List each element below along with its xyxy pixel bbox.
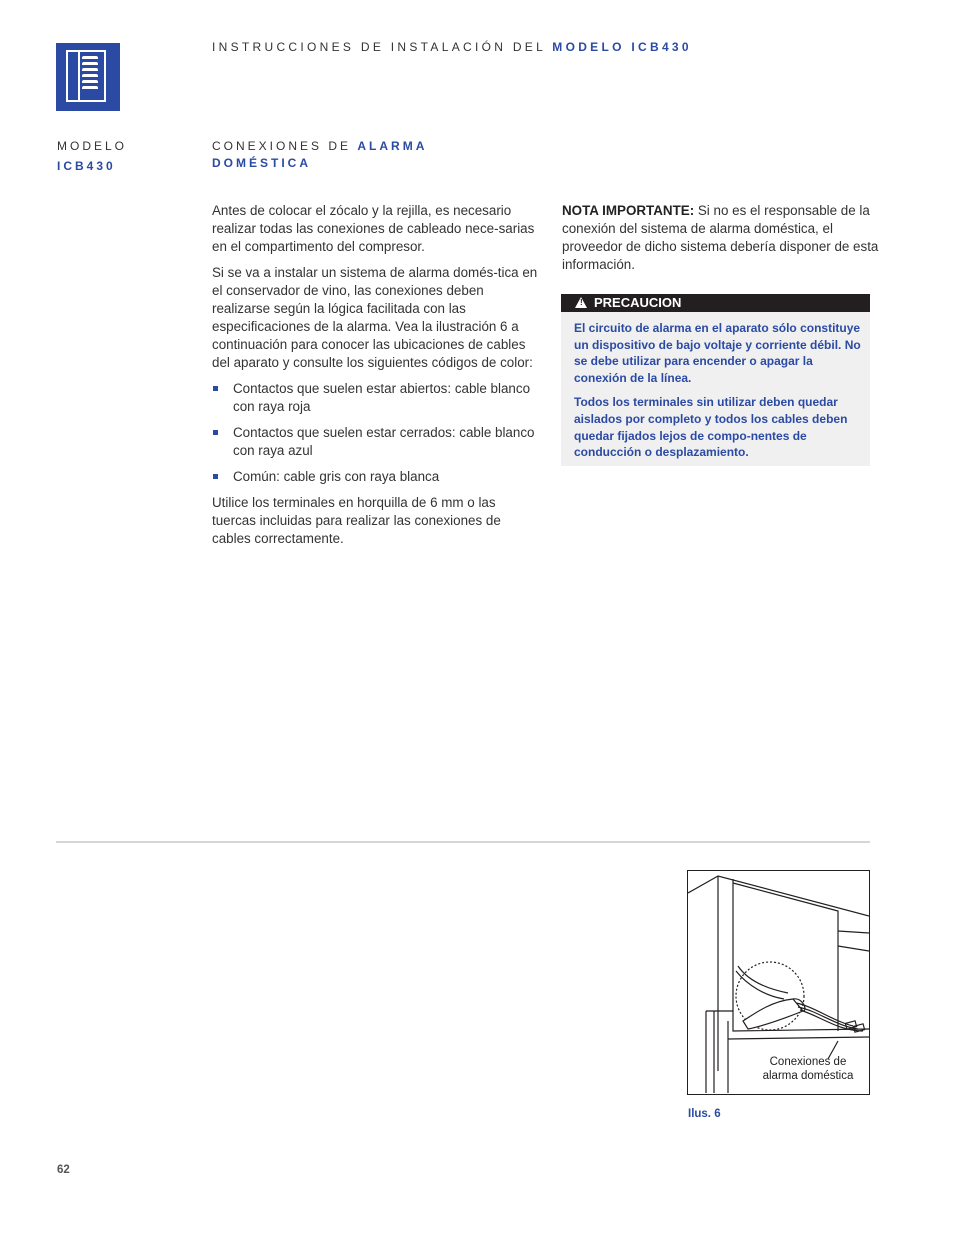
model-name: ICB430 bbox=[57, 159, 116, 173]
important-note bbox=[562, 202, 880, 274]
figure-label bbox=[748, 1056, 868, 1083]
illustration-6 bbox=[687, 870, 870, 1095]
note-text: Si no es el responsable de la conexión del sistema de alarma doméstica, el proveedor de dicho sistema debería disponer de esta información. bbox=[562, 203, 879, 272]
section-title-prefix: CONEXIONES DE bbox=[212, 139, 352, 153]
bullet-icon bbox=[213, 386, 218, 391]
list-item bbox=[212, 424, 538, 460]
section-title-strong-1: ALARMA bbox=[357, 139, 428, 153]
body-paragraph-2: Si se va a instalar un sistema de alarma domés-tica en el conservador de vino, las conexiones deben realizarse según la lógica facilitada con las especificaciones de la alarma. Vea la ilustración 6 a continuación para conocer las ubicaciones de cables del aparato y consulte los siguientes códigos de color: bbox=[212, 265, 538, 370]
list-item bbox=[212, 468, 538, 486]
page-header-title bbox=[212, 40, 692, 54]
caution-box bbox=[561, 294, 870, 466]
caution-label: PRECAUCION bbox=[594, 295, 682, 310]
note-label: NOTA IMPORTANTE: bbox=[562, 203, 695, 218]
list-item-text: Contactos que suelen estar abiertos: cable blanco con raya roja bbox=[233, 381, 531, 414]
section-title-strong-2: DOMÉSTICA bbox=[212, 156, 311, 170]
figure-label-line-1: Conexiones de bbox=[769, 1056, 847, 1068]
page-number: 62 bbox=[57, 1164, 70, 1176]
list-item bbox=[212, 380, 538, 416]
body-column bbox=[212, 202, 538, 556]
header-title-prefix: INSTRUCCIONES DE INSTALACIÓN DEL bbox=[212, 40, 546, 54]
figure-label-line-2: alarma doméstica bbox=[762, 1069, 854, 1082]
caution-body bbox=[574, 320, 864, 469]
caution-header: ! PRECAUCION bbox=[561, 294, 870, 312]
list-item-text: Contactos que suelen estar cerrados: cable blanco con raya azul bbox=[233, 425, 535, 458]
bullet-icon bbox=[213, 430, 218, 435]
figure-caption: Ilus. 6 bbox=[688, 1108, 721, 1120]
caution-paragraph-2: Todos los terminales sin utilizar deben quedar aislados por completo y todos los cables deben quedar fijados lejos de compo-nentes de conducción o desplazamiento. bbox=[574, 395, 848, 460]
color-code-list bbox=[212, 380, 538, 486]
model-label: MODELO bbox=[57, 139, 128, 153]
body-paragraph-3: Utilice los terminales en horquilla de 6 mm o las tuercas incluidas para realizar las conexiones de cables correctamente. bbox=[212, 495, 501, 546]
wine-cabinet-logo-icon bbox=[56, 43, 120, 111]
bullet-icon bbox=[213, 474, 218, 479]
body-paragraph-1: Antes de colocar el zócalo y la rejilla, es necesario realizar todas las conexiones de cableado nece-sarias en el compartimento del compresor. bbox=[212, 203, 535, 254]
section-divider bbox=[56, 841, 870, 843]
header-title-model: MODELO ICB430 bbox=[552, 40, 692, 54]
list-item-text: Común: cable gris con raya blanca bbox=[233, 469, 440, 484]
caution-paragraph-1: El circuito de alarma en el aparato sólo constituye un dispositivo de bajo voltaje y corriente débil. No se debe utilizar para encender o apagar la conexión de la línea. bbox=[574, 321, 861, 385]
section-title bbox=[212, 138, 472, 172]
